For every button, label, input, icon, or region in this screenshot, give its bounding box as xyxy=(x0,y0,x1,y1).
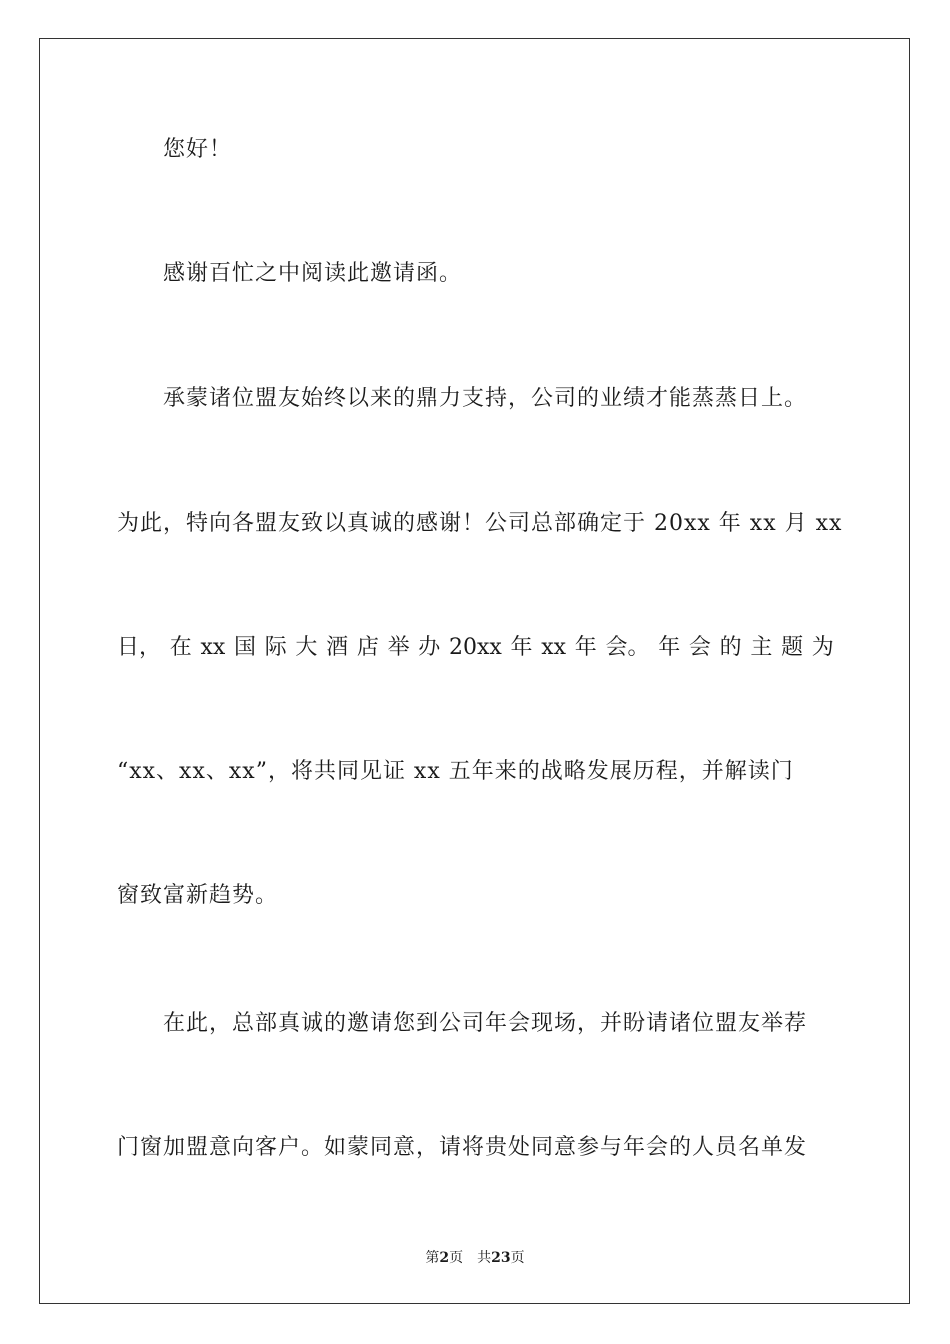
greeting-line: 您好！ xyxy=(163,137,233,162)
paragraph-2-line-1: 承蒙诸位盟友始终以来的鼎力支持，公司的业绩才能蒸蒸日上。 xyxy=(163,386,808,411)
text-segment: 举 xyxy=(387,635,410,660)
paragraph-2-line-5: 窗致富新趋势。 xyxy=(117,883,279,908)
text-segment: 日， xyxy=(117,635,162,660)
paragraph-1-line-1: 感谢百忙之中阅读此邀请函。 xyxy=(163,261,463,286)
text-segment: 酒 xyxy=(326,635,349,660)
text-segment: 年 xyxy=(658,635,681,660)
footer-total-suffix: 页 xyxy=(510,1250,525,1266)
footer-total-prefix: 共 xyxy=(477,1250,492,1266)
text-segment: 题 xyxy=(781,635,804,660)
paragraph-2-line-3 xyxy=(117,634,834,662)
text-segment: 在 xyxy=(169,635,192,660)
text-segment: 际 xyxy=(264,635,287,660)
paragraph-2-line-2: 为此，特向各盟友致以真诚的感谢！公司总部确定于 20xx 年 xx 月 xx xyxy=(117,511,843,536)
page-border xyxy=(39,38,910,1304)
text-segment: 会 xyxy=(688,635,711,660)
text-segment: xx xyxy=(200,635,226,660)
page-footer xyxy=(0,1249,950,1267)
text-segment: 办 xyxy=(418,635,441,660)
text-segment: 的 xyxy=(719,635,742,660)
footer-prefix: 第 xyxy=(425,1250,440,1266)
text-segment: 店 xyxy=(356,635,379,660)
text-segment: 20xx xyxy=(449,635,502,660)
text-segment: xx xyxy=(541,635,567,660)
text-segment: 为 xyxy=(811,635,834,660)
text-segment: 国 xyxy=(233,635,256,660)
paragraph-2-line-4: “xx、xx、xx”，将共同见证 xx 五年来的战略发展历程，并解读门 xyxy=(117,759,794,784)
text-segment: 年 xyxy=(574,635,597,660)
paragraph-3-line-1: 在此，总部真诚的邀请您到公司年会现场，并盼请诸位盟友举荐 xyxy=(163,1011,808,1036)
text-segment: 年 xyxy=(510,635,533,660)
footer-page-number: 2 xyxy=(439,1250,450,1266)
footer-total-pages: 23 xyxy=(491,1250,511,1266)
paragraph-3-line-2: 门窗加盟意向客户。如蒙同意，请将贵处同意参与年会的人员名单发 xyxy=(117,1135,808,1160)
text-segment: 会。 xyxy=(605,635,650,660)
text-segment: 大 xyxy=(295,635,318,660)
footer-page-suffix: 页 xyxy=(449,1250,464,1266)
text-segment: 主 xyxy=(750,635,773,660)
